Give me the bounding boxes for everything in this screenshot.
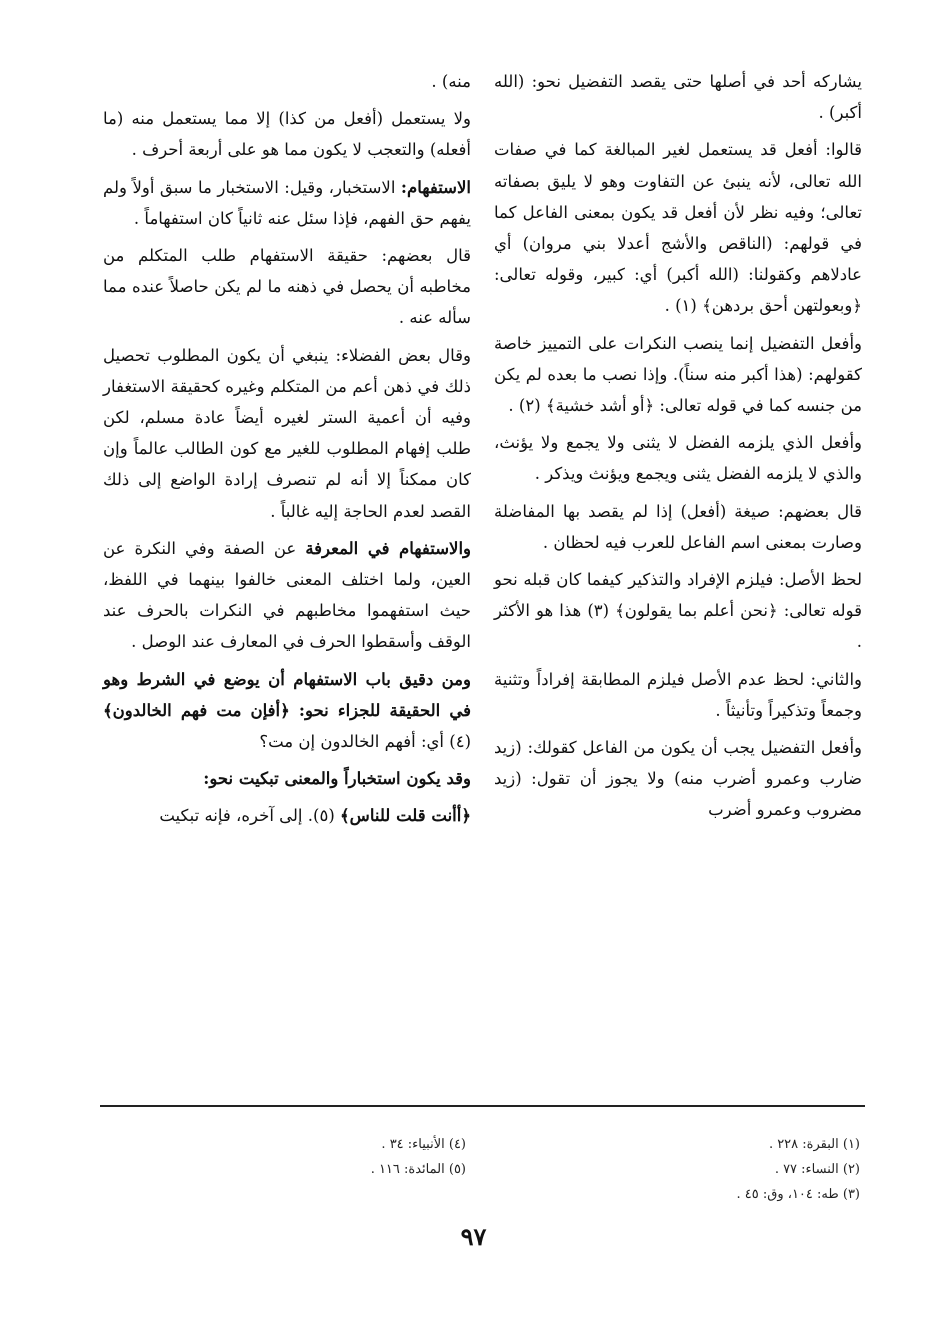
page-number: ٩٧ bbox=[460, 1222, 487, 1251]
paragraph: وقد يكون استخباراً والمعنى تبكيت نحو: bbox=[203, 769, 471, 789]
footnote: (٥) المائدة: ١١٦ . bbox=[370, 1162, 466, 1177]
paragraph: الاستفهام: الاستخبار، وقيل: الاستخبار ما سبق أولاً ولم يفهم حق الفهم، فإذا سئل عنه ثانياً كان استفهاماً . bbox=[103, 177, 471, 228]
paragraph: والثاني: لحظ عدم الأصل فيلزم المطابقة إفراداً وتثنية وجمعاً وتذكيراً وتأنيثاً . bbox=[494, 669, 862, 720]
footnote-divider bbox=[100, 1105, 865, 1107]
footnote: (٣) طه: ١٠٤، وق: ٤٥ . bbox=[736, 1187, 860, 1202]
text-column-right bbox=[494, 66, 862, 826]
paragraph: ولا يستعمل (أفعل من كذا) إلا مما يستعمل منه (ما أفعله) والتعجب لا يكون مما هو على أربعة أحرف . bbox=[103, 109, 471, 160]
footnote: (٢) النساء: ٧٧ . bbox=[774, 1162, 860, 1177]
footnote: (٤) الأنبياء: ٣٤ . bbox=[381, 1137, 466, 1152]
paragraph: والاستفهام في المعرفة عن الصفة وفي النكرة عن العين، ولما اختلف المعنى خالفوا بينهما في اللفظ، حيث استفهموا مخاطبهم في النكرات بالحرف عند الوقف وأسقطوا الحرف في المعارف عند الوصل . bbox=[103, 538, 471, 652]
paragraph: لحظ الأصل: فيلزم الإفراد والتذكير كيفما كان قبله نحو قوله تعالى: ﴿نحن أعلم بما يقولون﴾ (٣) هذا هو الأكثر . bbox=[494, 570, 862, 652]
paragraph: قالوا: أفعل قد يستعمل لغير المبالغة كما في صفات الله تعالى، لأنه ينبئ عن التفاوت وهو لا يليق بصفاته تعالى؛ وفيه نظر لأن أفعل قد يكون بمعنى الفاعل كما في قولهم: (الناقص والأشج أعدلا بني مروان) أي عادلاهم وكقولنا: (الله أكبر) أي: كبير، وقوله تعالى: ﴿وبعولتهن أحق بردهن﴾ (١) . bbox=[494, 140, 863, 316]
paragraph: وقال بعض الفضلاء: ينبغي أن يكون المطلوب تحصيل ذلك في ذهن أعم من المتكلم وغيره كحقيقة الاستغفار وفيه أن أعمية الستر لغيره أيضاً عادة مسلم، لكن طلب إفهام المطلوب للغير مع كون الطالب عالماً وإن كان ممكناً إلا أنه لم تنصرف إرادة الواضع إلى ذلك القصد لعدم الحاجة إليه غالباً . bbox=[103, 345, 471, 521]
footnotes-right bbox=[520, 1132, 860, 1207]
text-column-left bbox=[103, 66, 471, 832]
paragraph: منه) . bbox=[431, 72, 471, 91]
paragraph: ﴿أأنت قلت للناس﴾ (٥). إلى آخره، فإنه تبكيت bbox=[159, 806, 471, 826]
footnotes-left bbox=[126, 1132, 466, 1182]
paragraph: يشاركه أحد في أصلها حتى يقصد التفضيل نحو: (الله أكبر) . bbox=[494, 72, 862, 123]
footnote: (١) البقرة: ٢٢٨ . bbox=[768, 1137, 860, 1152]
paragraph: وأفعل الذي يلزمه الفضل لا يثنى ولا يجمع ولا يؤنث، والذي لا يلزمه الفضل يثنى ويجمع ويؤنث ويذكر . bbox=[494, 433, 862, 484]
paragraph: وأفعل التفضيل يجب أن يكون من الفاعل كقولك: (زيد ضارب وعمرو أضرب منه) ولا يجوز أن تقول: (زيد مضروب وعمرو أضرب bbox=[494, 738, 862, 820]
paragraph: ومن دقيق باب الاستفهام أن يوضع في الشرط وهو في الحقيقة للجزاء نحو: ﴿أفإن مت فهم الخالدون﴾ (٤) أي: أفهم الخالدون إن مت؟ bbox=[103, 669, 471, 752]
paragraph: وأفعل التفضيل إنما ينصب النكرات على التمييز خاصة كقولهم: (هذا أكبر منه سناً). وإذا نصب ما بعده لم يكن من جنسه كما في قوله تعالى: ﴿أو أشد خشية﴾ (٢) . bbox=[494, 333, 862, 416]
paragraph: قال بعضهم: صيغة (أفعل) إذا لم يقصد بها المفاضلة وصارت بمعنى اسم الفاعل للعرب فيه لحظان . bbox=[494, 501, 862, 552]
paragraph: قال بعضهم: حقيقة الاستفهام طلب المتكلم من مخاطبه أن يحصل في ذهنه ما لم يكن حاصلاً عنده مما سأله عنه . bbox=[103, 246, 471, 328]
